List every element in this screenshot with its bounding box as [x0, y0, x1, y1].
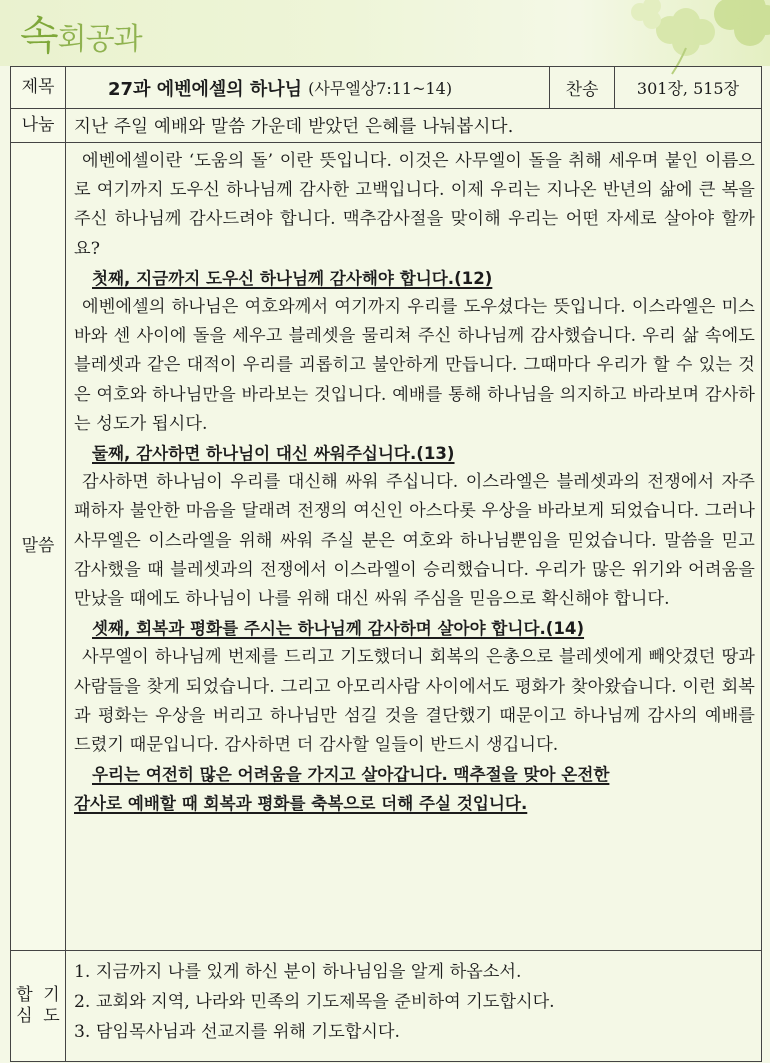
title-row	[11, 67, 761, 109]
scripture-reference: (사무엘상7:11~14)	[308, 79, 453, 98]
conclusion	[74, 760, 755, 818]
prayer-label	[11, 951, 66, 1061]
share-label: 나눔	[11, 109, 66, 142]
intro-paragraph: 에벤에셀이란 ‘도움의 돌’ 이란 뜻입니다. 이것은 사무엘이 돌을 취해 세우며 붙인 이름으로 여기까지 도우신 하나님께 감사한 고백입니다. 이제 우리는 지나온 반년의 삶에 큰 복을 주신 하나님께 감사드려야 합니다. 맥추감사절을 맞이해 우리는 어떤 자세로 살아야 할까요?	[74, 151, 755, 259]
prayer-label-line-2: 기도	[43, 984, 60, 1026]
conclusion-line-2: 감사로 예배할 때 회복과 평화를 축복으로 더해 주실 것입니다.	[74, 794, 528, 814]
word-content	[66, 143, 761, 950]
point-3-body: 사무엘이 하나님께 번제를 드리고 기도했더니 회복의 은총으로 블레셋에게 빼앗겼던 땅과 사람들을 찾게 되었습니다. 그리고 아모리사람 사이에서도 평화가 찾아왔습니다. 이런 회복과 평화는 우상을 버리고 하나님만 섬길 것을 결단했기 때문이고 하나님께 감사의 예배를 드렸기 때문입니다. 감사하면 더 감사할 일들이 반드시 생깁니다.	[74, 647, 755, 756]
point-2-heading: 둘째, 감사하면 하나님이 대신 싸워주십니다.(13)	[92, 444, 455, 464]
point-1-heading: 첫째, 지금까지 도우신 하나님께 감사해야 합니다.(12)	[92, 268, 493, 288]
point-2-body: 감사하면 하나님이 우리를 대신해 싸워 주십니다. 이스라엘은 블레셋과의 전쟁에서 자주 패하자 불안한 마음을 달래려 전쟁의 여신인 아스다롯 우상을 바라보게 되었습니다. 그러나 사무엘은 이스라엘을 위해 싸워 주실 분은 여호와 하나님뿐임을 믿었습니다. 말씀을 믿고 감사했을 때 블레셋과의 전쟁에서 이스라엘이 승리했습니다. 우리가 많은 위기와 어려움을 만났을 때에도 하나님이 나를 위해 대신 싸워 주심을 믿음으로 확신해야 합니다.	[74, 472, 755, 610]
header-band	[0, 0, 770, 66]
title-label: 제목	[11, 67, 66, 108]
lesson-table	[10, 66, 762, 1062]
point-1-body: 에벤에셀의 하나님은 여호와께서 여기까지 우리를 도우셨다는 뜻입니다. 이스라엘은 미스바와 센 사이에 돌을 세우고 블레셋을 물리쳐 주신 하나님께 감사했습니다. 우리 삶 속에도 블레셋과 같은 대적이 우리를 괴롭히고 불안하게 만듭니다. 그때마다 우리가 할 수 있는 것은 여호와 하나님만을 바라보는 것입니다. 예배를 통해 하나님을 의지하고 바라보며 감사하는 성도가 됩시다.	[74, 297, 755, 434]
word-label: 말씀	[11, 143, 66, 950]
page-title	[20, 4, 142, 61]
conclusion-line-1: 우리는 여전히 많은 어려움을 가지고 살아갑니다. 맥추절을 맞아 온전한	[92, 765, 610, 785]
prayer-label-line-1: 합심	[16, 984, 33, 1026]
page-title-rest: 회공과	[57, 22, 142, 57]
lesson-title-cell	[66, 67, 550, 108]
word-row	[11, 143, 761, 951]
lesson-title: 27과 에벤에셀의 하나님	[108, 78, 303, 100]
point-3-heading: 셋째, 회복과 평화를 주시는 하나님께 감사하며 살아야 합니다.(14)	[92, 619, 585, 639]
prayer-item: 3. 담임목사님과 선교지를 위해 기도합시다.	[74, 1022, 400, 1042]
prayer-row	[11, 951, 761, 1061]
hymn-numbers: 301장, 515장	[636, 79, 740, 98]
prayer-item: 1. 지금까지 나를 있게 하신 분이 하나님임을 알게 하옵소서.	[74, 962, 522, 982]
share-text: 지난 주일 예배와 말씀 가운데 받았던 은혜를 나눠봅시다.	[74, 117, 514, 137]
prayer-item: 2. 교회와 지역, 나라와 민족의 기도제목을 준비하여 기도합시다.	[74, 992, 555, 1012]
page-title-first-char: 속	[20, 13, 58, 59]
hymn-label: 찬송	[550, 67, 615, 108]
prayer-list	[66, 951, 761, 1061]
share-row	[11, 109, 761, 143]
